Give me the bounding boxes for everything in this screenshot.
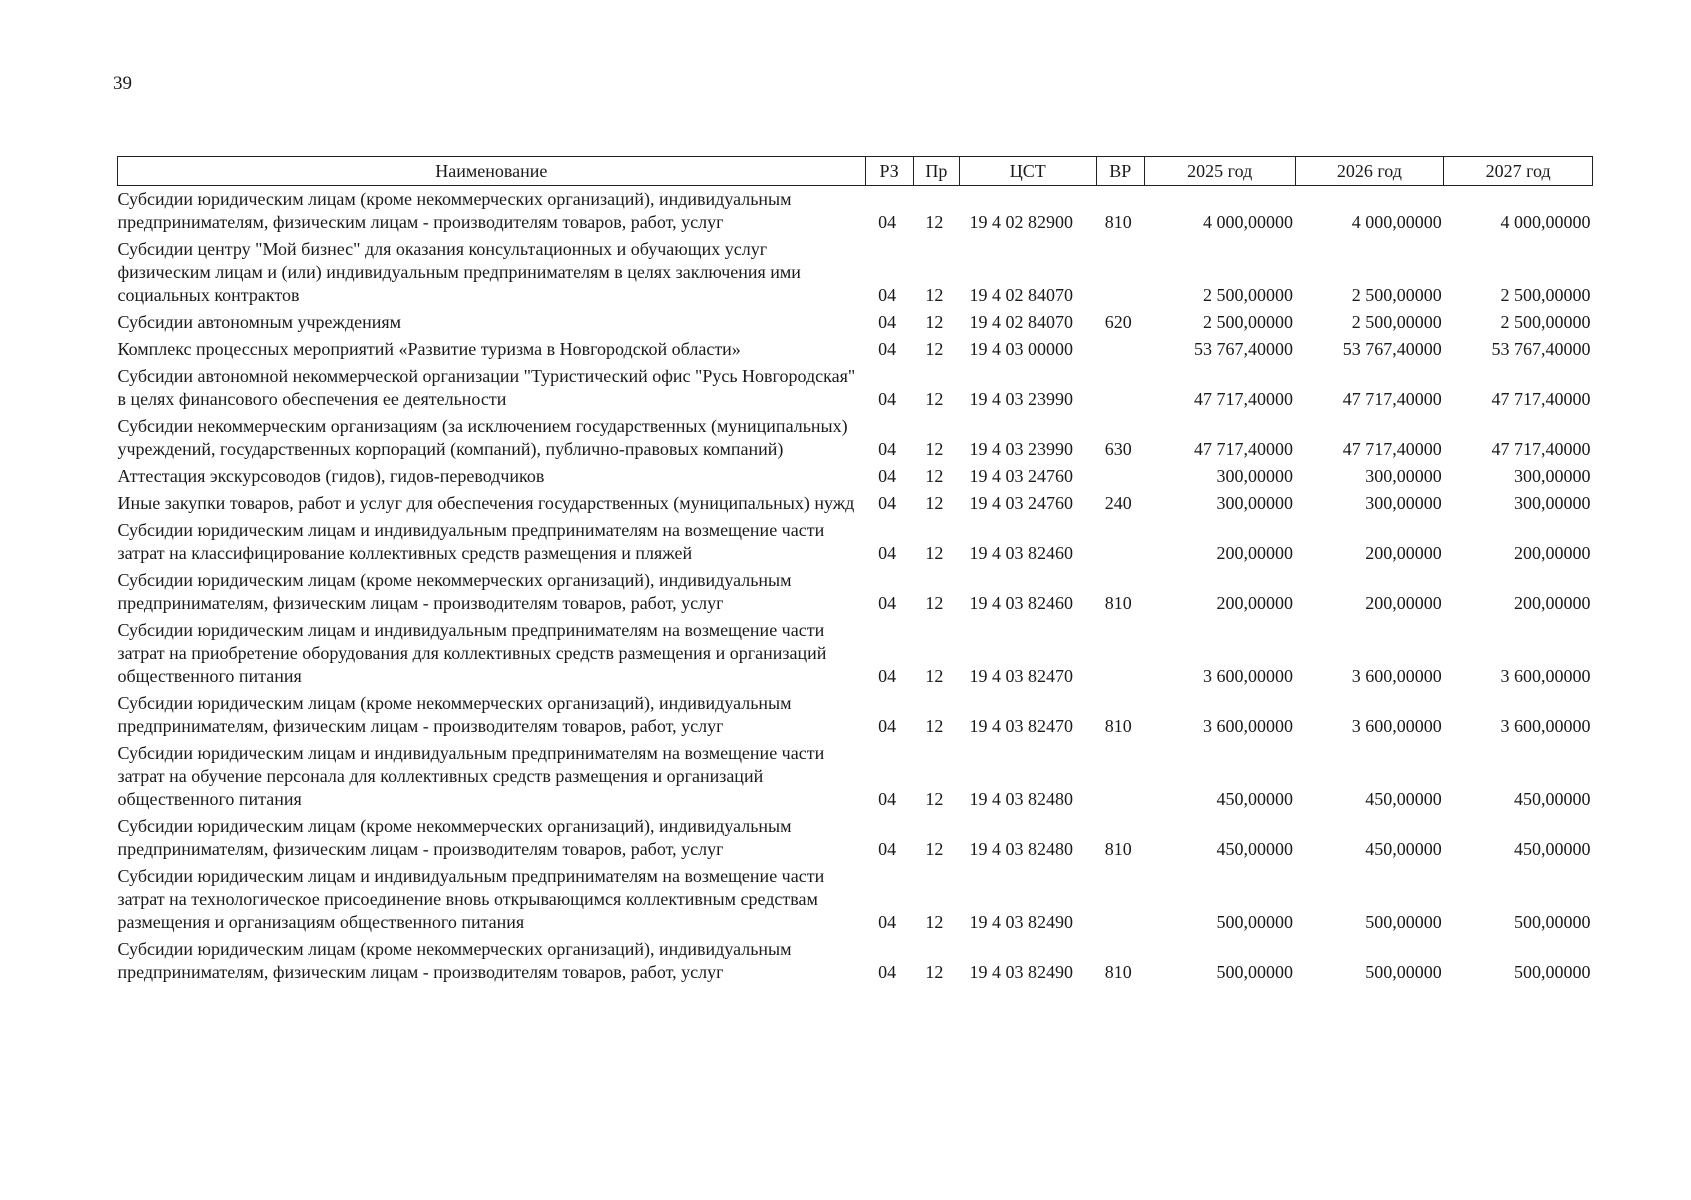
cell-name: Иные закупки товаров, работ и услуг для обеспечения государственных (муниципальных) нужд [117,493,855,513]
cell-2027: 450,00000 [1514,789,1591,809]
cell-cst: 19 4 03 24760 [969,493,1073,513]
cell-vr [1096,236,1144,309]
cell-2025: 300,00000 [1216,466,1294,486]
cell-2027: 450,00000 [1514,839,1591,859]
table-row [118,740,1593,813]
cell-pr: 12 [925,339,944,359]
cell-2025: 3 600,00000 [1203,666,1294,686]
table-row [118,863,1593,936]
cell-cst: 19 4 02 82900 [969,212,1073,232]
cell-name: Субсидии юридическим лицам (кроме некоммерческих организаций), индивидуальным предпринимателям, физическим лицам - производителям товаров, работ, услуг [117,693,792,736]
cell-2025: 2 500,00000 [1203,312,1294,332]
table-row [118,336,1593,363]
cell-cst: 19 4 03 82490 [969,962,1073,982]
page-number: 39 [113,73,132,94]
header-rz: РЗ [865,157,913,186]
cell-2027: 3 600,00000 [1500,716,1591,736]
cell-2026: 300,00000 [1365,466,1442,486]
cell-2026: 450,00000 [1365,789,1442,809]
cell-pr: 12 [925,439,944,459]
cell-2025: 300,00000 [1216,493,1294,513]
table-row [118,490,1593,517]
cell-pr: 12 [925,593,944,613]
header-vr: ВР [1096,157,1144,186]
cell-pr: 12 [925,716,944,736]
cell-vr [1096,863,1144,936]
cell-rz: 04 [878,962,897,982]
cell-vr [1096,336,1144,363]
cell-2026: 53 767,40000 [1342,339,1442,359]
cell-rz: 04 [878,716,897,736]
cell-2025: 47 717,40000 [1194,389,1294,409]
table-row [118,363,1593,413]
cell-cst: 19 4 03 23990 [969,439,1073,459]
table-row [118,617,1593,690]
cell-rz: 04 [878,212,897,232]
header-name: Наименование [118,157,866,186]
cell-rz: 04 [878,285,897,305]
cell-cst: 19 4 03 82490 [969,912,1073,932]
cell-2025: 3 600,00000 [1203,716,1294,736]
cell-rz: 04 [878,789,897,809]
cell-rz: 04 [878,912,897,932]
cell-pr: 12 [925,839,944,859]
cell-vr [1096,463,1144,490]
cell-pr: 12 [925,666,944,686]
header-pr: Пр [913,157,959,186]
cell-pr: 12 [925,789,944,809]
cell-vr: 810 [1104,962,1132,982]
cell-cst: 19 4 03 00000 [969,339,1073,359]
cell-cst: 19 4 03 82470 [969,716,1073,736]
cell-rz: 04 [878,543,897,563]
header-2026: 2026 год [1295,157,1444,186]
table-row [118,567,1593,617]
cell-rz: 04 [878,666,897,686]
table-row [118,936,1593,986]
cell-vr: 810 [1104,593,1132,613]
cell-rz: 04 [878,439,897,459]
cell-2025: 2 500,00000 [1203,285,1294,305]
cell-2026: 47 717,40000 [1342,389,1442,409]
cell-vr [1096,617,1144,690]
cell-2027: 2 500,00000 [1500,312,1591,332]
cell-2027: 300,00000 [1514,493,1591,513]
cell-rz: 04 [878,839,897,859]
cell-2026: 2 500,00000 [1351,312,1442,332]
cell-name: Аттестация экскурсоводов (гидов), гидов-переводчиков [117,466,545,486]
table-row [118,463,1593,490]
cell-name: Субсидии автономной некоммерческой организации "Туристический офис "Русь Новгородская" в целях финансового обеспечения ее деятельности [117,366,856,409]
cell-cst: 19 4 03 82470 [969,666,1073,686]
cell-vr: 630 [1104,439,1132,459]
table-body [118,186,1593,987]
cell-vr: 810 [1104,716,1132,736]
cell-2025: 200,00000 [1216,593,1294,613]
cell-2025: 4 000,00000 [1203,212,1294,232]
cell-2027: 47 717,40000 [1491,389,1591,409]
cell-2027: 47 717,40000 [1491,439,1591,459]
cell-name: Субсидии юридическим лицам и индивидуальным предпринимателям на возмещение части затрат на технологическое присоединение вновь открывающимся коллективным средствам размещения и организациям общественного питания [117,866,825,932]
cell-2027: 2 500,00000 [1500,285,1591,305]
cell-name: Субсидии юридическим лицам (кроме некоммерческих организаций), индивидуальным предпринимателям, физическим лицам - производителям товаров, работ, услуг [117,570,792,613]
cell-pr: 12 [925,312,944,332]
cell-2027: 3 600,00000 [1500,666,1591,686]
budget-table [117,156,1593,986]
cell-cst: 19 4 03 82480 [969,789,1073,809]
cell-2026: 4 000,00000 [1351,212,1442,232]
cell-name: Субсидии автономным учреждениям [117,312,402,332]
cell-2026: 200,00000 [1365,543,1442,563]
cell-2027: 300,00000 [1514,466,1591,486]
table-header [118,157,1593,186]
cell-2026: 3 600,00000 [1351,666,1442,686]
table-row [118,413,1593,463]
cell-vr [1096,517,1144,567]
cell-rz: 04 [878,466,897,486]
cell-pr: 12 [925,389,944,409]
cell-2026: 200,00000 [1365,593,1442,613]
header-2027: 2027 год [1444,157,1593,186]
cell-name: Субсидии юридическим лицам и индивидуальным предпринимателям на возмещение части затрат на обучение персонала для коллективных средств размещения и организаций общественного питания [117,743,825,809]
table-row [118,186,1593,237]
cell-vr: 810 [1104,839,1132,859]
cell-pr: 12 [925,285,944,305]
cell-2027: 53 767,40000 [1491,339,1591,359]
cell-cst: 19 4 02 84070 [969,285,1073,305]
cell-name: Субсидии юридическим лицам (кроме некоммерческих организаций), индивидуальным предпринимателям, физическим лицам - производителям товаров, работ, услуг [117,939,792,982]
cell-cst: 19 4 03 24760 [969,466,1073,486]
cell-pr: 12 [925,543,944,563]
cell-2025: 500,00000 [1216,912,1294,932]
cell-name: Субсидии юридическим лицам и индивидуальным предпринимателям на возмещение части затрат на приобретение оборудования для коллективных средств размещения и организаций общественного питания [117,620,827,686]
cell-cst: 19 4 03 82460 [969,593,1073,613]
cell-vr: 620 [1104,312,1132,332]
table-row [118,309,1593,336]
cell-rz: 04 [878,339,897,359]
cell-2027: 200,00000 [1514,593,1591,613]
cell-cst: 19 4 03 82460 [969,543,1073,563]
cell-2027: 500,00000 [1514,912,1591,932]
cell-2026: 300,00000 [1365,493,1442,513]
cell-rz: 04 [878,312,897,332]
cell-rz: 04 [878,593,897,613]
cell-name: Комплекс процессных мероприятий «Развитие туризма в Новгородской области» [117,339,741,359]
cell-vr: 810 [1104,212,1132,232]
cell-name: Субсидии юридическим лицам (кроме некоммерческих организаций), индивидуальным предпринимателям, физическим лицам - производителям товаров, работ, услуг [117,816,792,859]
table-row [118,690,1593,740]
cell-cst: 19 4 03 23990 [969,389,1073,409]
cell-cst: 19 4 02 84070 [969,312,1073,332]
cell-name: Субсидии центру "Мой бизнес" для оказания консультационных и обучающих услуг физическим лицам и (или) индивидуальным предпринимателям в целях заключения ими социальных контрактов [117,239,801,305]
cell-2027: 4 000,00000 [1500,212,1591,232]
cell-2025: 53 767,40000 [1194,339,1294,359]
cell-name: Субсидии некоммерческим организациям (за исключением государственных (муниципальных) учреждений, государственных корпораций (компаний), публично-правовых компаний) [117,416,848,459]
cell-2026: 500,00000 [1365,962,1442,982]
cell-vr: 240 [1104,493,1132,513]
cell-pr: 12 [925,493,944,513]
cell-vr [1096,740,1144,813]
cell-2025: 47 717,40000 [1194,439,1294,459]
cell-2025: 500,00000 [1216,962,1294,982]
header-cst: ЦСТ [959,157,1096,186]
cell-2026: 500,00000 [1365,912,1442,932]
header-2025: 2025 год [1144,157,1295,186]
table-row [118,813,1593,863]
table-row [118,236,1593,309]
cell-pr: 12 [925,466,944,486]
cell-2025: 200,00000 [1216,543,1294,563]
cell-2026: 3 600,00000 [1351,716,1442,736]
cell-pr: 12 [925,962,944,982]
cell-2025: 450,00000 [1216,839,1294,859]
cell-2026: 47 717,40000 [1342,439,1442,459]
cell-name: Субсидии юридическим лицам (кроме некоммерческих организаций), индивидуальным предпринимателям, физическим лицам - производителям товаров, работ, услуг [117,189,792,232]
cell-pr: 12 [925,912,944,932]
cell-2026: 2 500,00000 [1351,285,1442,305]
cell-2027: 200,00000 [1514,543,1591,563]
cell-name: Субсидии юридическим лицам и индивидуальным предпринимателям на возмещение части затрат на классифицирование коллективных средств размещения и пляжей [117,520,825,563]
cell-cst: 19 4 03 82480 [969,839,1073,859]
cell-2025: 450,00000 [1216,789,1294,809]
table-row [118,517,1593,567]
cell-pr: 12 [925,212,944,232]
cell-vr [1096,363,1144,413]
cell-2027: 500,00000 [1514,962,1591,982]
cell-rz: 04 [878,493,897,513]
cell-2026: 450,00000 [1365,839,1442,859]
cell-rz: 04 [878,389,897,409]
